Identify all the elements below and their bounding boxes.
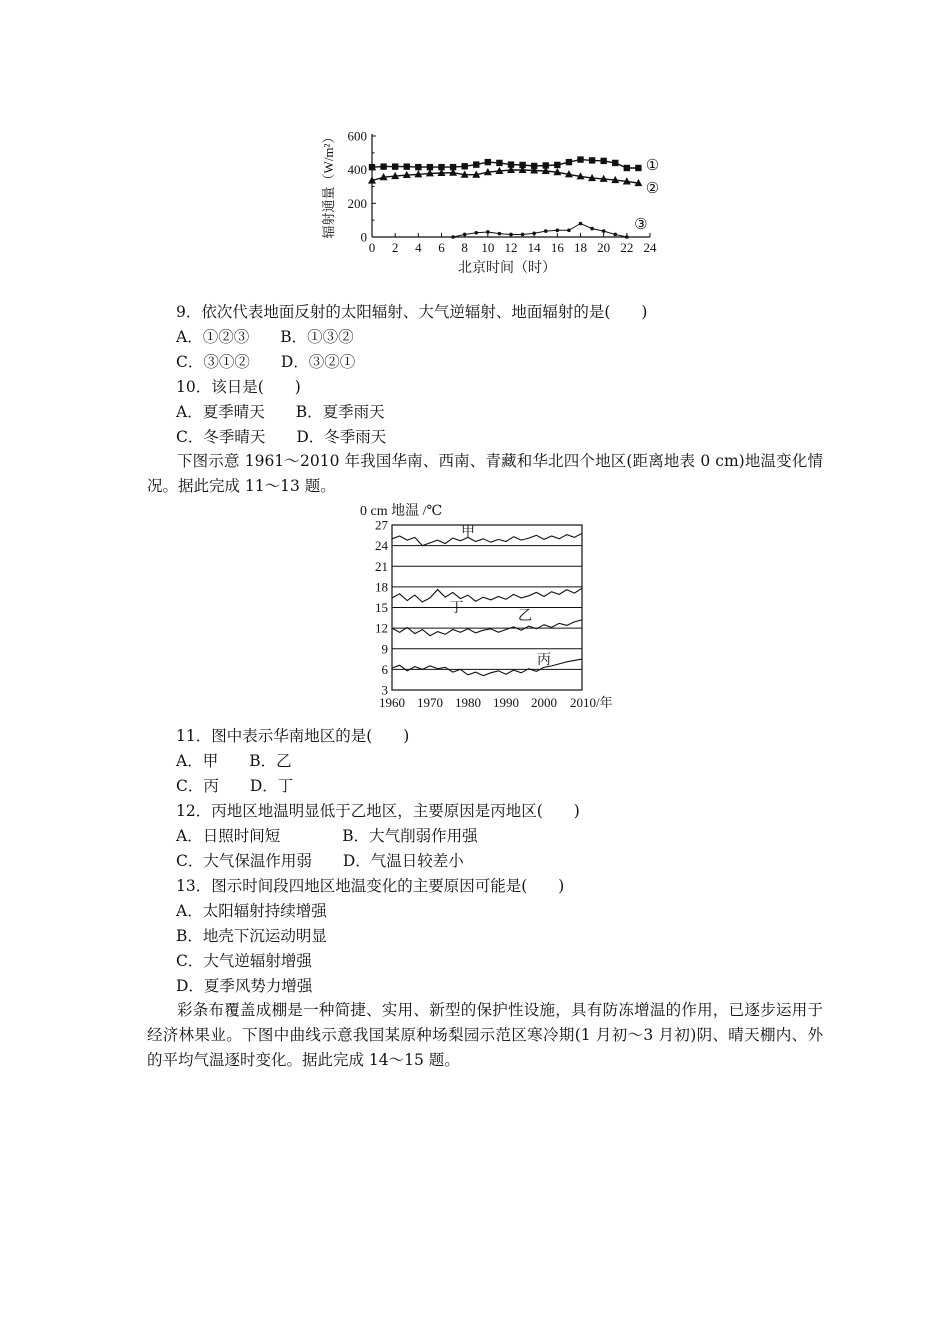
question-13-option-c: C．大气逆辐射增强	[176, 952, 312, 970]
series-1-point	[577, 156, 583, 162]
series-label-2: ②	[645, 181, 660, 198]
x-axis-label: 北京时间（时）	[458, 261, 556, 276]
series-1-point	[496, 160, 502, 166]
series-line-1	[372, 160, 638, 168]
y-tick-label: 27	[375, 517, 388, 533]
x-tick-label: 24	[643, 240, 657, 255]
series-1-point	[624, 165, 630, 171]
x-tick-label: 12	[504, 240, 518, 255]
series-line-2	[372, 170, 638, 183]
radiation-chart	[318, 128, 668, 278]
y-tick-label: 12	[375, 620, 388, 636]
x-tick-label: 10	[481, 240, 495, 255]
series-1-point	[380, 163, 386, 169]
question-10-options-ab: A．夏季晴天 B．夏季雨天	[176, 403, 385, 421]
y-tick-label: 0	[360, 229, 367, 245]
x-tick-label: 1980	[455, 695, 481, 710]
series-3-point	[509, 233, 513, 237]
series-1-point	[473, 161, 479, 167]
ground-temp-chart-svg	[350, 498, 640, 714]
question-12-options-ab: A．日照时间短 B．大气削弱作用强	[176, 827, 478, 845]
x-tick-label: 2010/年	[570, 695, 613, 710]
series-3-point	[486, 230, 490, 234]
series-3-point	[498, 232, 502, 236]
series-1-point	[485, 159, 491, 165]
x-tick-label: 6	[438, 240, 445, 255]
series-3-point	[474, 231, 478, 235]
series-3-point	[602, 229, 606, 233]
x-tick-label: 4	[415, 240, 422, 255]
series-label-3: ③	[634, 217, 648, 233]
question-10: 10．该日是( )	[176, 378, 301, 396]
question-9-options-cd: C．③①② D．③②①	[176, 353, 356, 371]
series-label-4: 丙	[537, 653, 551, 669]
x-tick-label: 1990	[493, 695, 519, 710]
series-3-point	[521, 233, 525, 237]
x-tick-label: 1970	[417, 695, 443, 710]
series-label-3: 乙	[518, 609, 532, 625]
question-9-options-ab: A．①②③ B．①③②	[176, 328, 354, 346]
series-label-2: 丁	[449, 600, 464, 616]
question-12: 12．丙地区地温明显低于乙地区，主要原因是丙地区( )	[176, 802, 580, 820]
series-3-point	[625, 235, 629, 239]
series-line-3	[453, 224, 627, 238]
y-tick-label: 200	[347, 195, 367, 211]
intro-paragraph-3: 彩条布覆盖成棚是一种简捷、实用、新型的保护性设施，具有防冻增温的作用，已逐步运用于经济林果业。下图中曲线示意我国某原种场梨园示范区寒冷期(1 月初～3 月初)阴、晴天棚内、外的平均气温逐时变化。据此完成 14～15 题。	[147, 1001, 823, 1069]
question-12-options-cd: C．大气保温作用弱 D．气温日较差小	[176, 852, 464, 870]
series-1-point	[554, 162, 560, 168]
series-3-point	[556, 228, 560, 232]
x-tick-label: 0	[368, 240, 376, 255]
y-axis-label: 辐射通量（W/m²）	[321, 130, 336, 239]
question-11-options-cd: C．丙 D．丁	[176, 777, 294, 795]
x-tick-label: 2000	[531, 695, 557, 710]
series-line-2	[392, 588, 582, 602]
question-13: 13．图示时间段四地区地温变化的主要原因可能是( )	[176, 877, 565, 895]
series-3-point	[613, 233, 617, 237]
y-tick-label: 15	[375, 600, 388, 615]
series-3-point	[532, 231, 536, 235]
question-13-option-b: B．地壳下沉运动明显	[176, 927, 327, 945]
series-line-1	[392, 533, 582, 545]
series-1-point	[589, 157, 595, 163]
series-label-1: 甲	[461, 525, 475, 541]
series-3-point	[451, 235, 455, 239]
series-line-4	[392, 659, 582, 676]
series-1-point	[392, 163, 398, 169]
x-tick-label: 22	[620, 240, 634, 255]
y-tick-label: 18	[375, 579, 388, 595]
intro-paragraph-2: 下图示意 1961～2010 年我国华南、西南、青藏和华北四个地区(距离地表 0 cm)地温变化情况。据此完成 11～13 题。	[147, 452, 823, 495]
series-1-point	[635, 165, 641, 171]
question-10-options-cd: C．冬季晴天 D．冬季雨天	[176, 428, 387, 446]
series-1-point	[404, 163, 410, 169]
series-1-point	[566, 159, 572, 165]
x-tick-label: 20	[597, 240, 611, 255]
y-tick-label: 21	[375, 558, 388, 574]
series-1-point	[415, 164, 421, 170]
question-9: 9．依次代表地面反射的太阳辐射、大气逆辐射、地面辐射的是( )	[176, 303, 648, 321]
series-1-point	[612, 160, 618, 166]
x-tick-label: 2	[391, 240, 399, 255]
series-3-point	[579, 222, 583, 226]
ground-temp-chart	[350, 498, 640, 714]
question-11: 11．图中表示华南地区的是( )	[176, 727, 410, 745]
series-3-point	[463, 233, 467, 237]
series-3-point	[544, 229, 548, 233]
x-tick-label: 14	[527, 240, 541, 255]
y-tick-label: 9	[381, 641, 388, 657]
series-1-point	[600, 158, 606, 164]
series-1-point	[369, 164, 375, 170]
series-label-1: ①	[645, 157, 660, 174]
x-tick-label: 8	[461, 240, 468, 255]
question-13-option-d: D．夏季风势力增强	[176, 977, 313, 995]
chart-title: 0 cm 地温 /℃	[360, 504, 443, 519]
series-3-point	[590, 227, 594, 231]
x-tick-label: 18	[574, 240, 587, 255]
x-tick-label: 1960	[379, 695, 405, 710]
y-tick-label: 600	[347, 128, 367, 144]
series-3-point	[567, 228, 571, 232]
series-1-point	[461, 163, 467, 169]
x-tick-label: 16	[550, 240, 564, 255]
y-tick-label: 3	[381, 682, 388, 698]
question-11-options-ab: A．甲 B．乙	[176, 752, 292, 770]
y-tick-label: 6	[381, 661, 388, 677]
y-tick-label: 400	[347, 162, 367, 178]
radiation-chart-svg	[318, 128, 668, 278]
question-13-option-a: A．太阳辐射持续增强	[176, 902, 327, 920]
y-tick-label: 24	[375, 538, 388, 554]
